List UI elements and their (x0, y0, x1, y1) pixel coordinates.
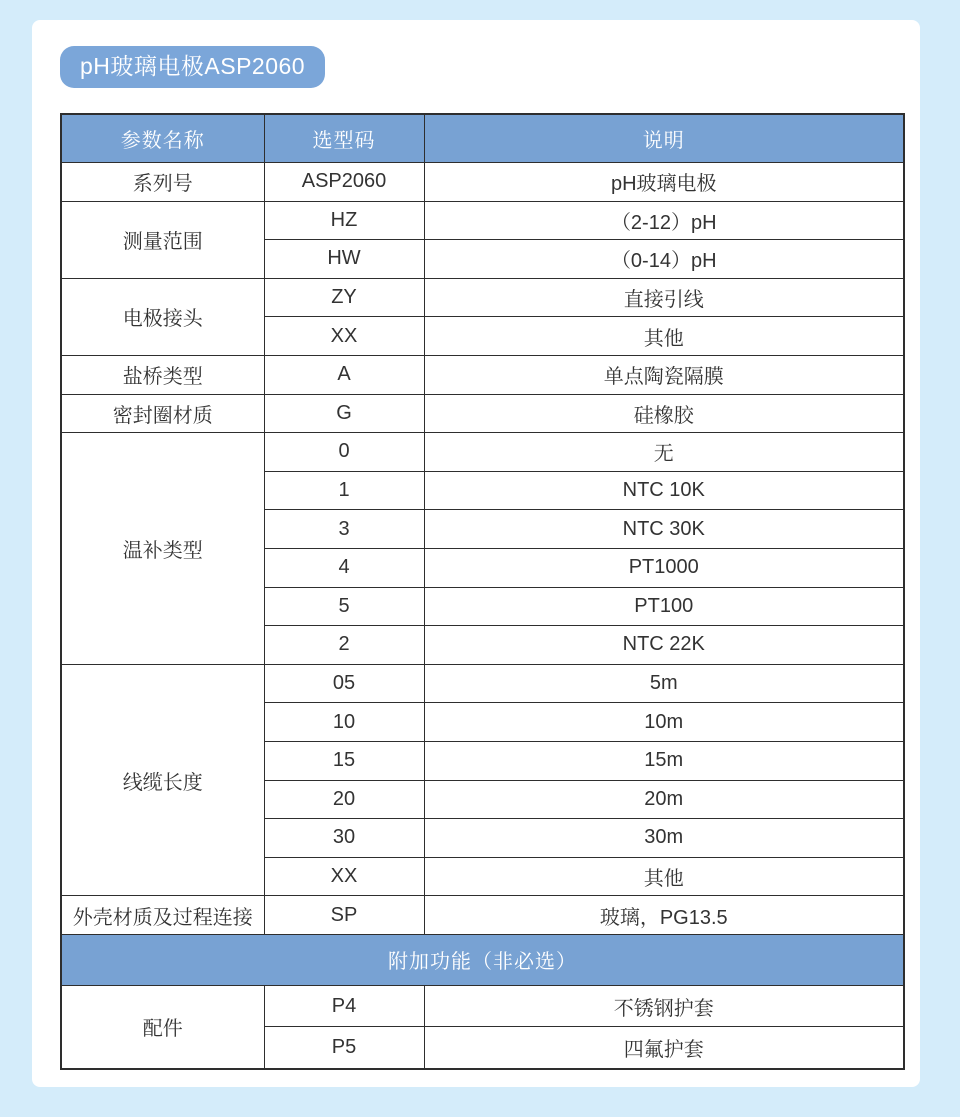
code-cell: 4 (264, 548, 424, 587)
table-row (61, 278, 904, 317)
product-title-badge (60, 46, 325, 88)
content-card (32, 20, 920, 1087)
code-cell: 20 (264, 780, 424, 819)
desc-cell: 30m (424, 819, 904, 858)
param-cell: 线缆长度 (61, 664, 264, 896)
col-header-code: 选型码 (264, 114, 424, 163)
desc-cell: 10m (424, 703, 904, 742)
table-row (61, 664, 904, 703)
desc-cell: 玻璃，PG13.5 (424, 896, 904, 935)
code-cell: ASP2060 (264, 163, 424, 202)
desc-cell: 其他 (424, 857, 904, 896)
code-cell: 0 (264, 433, 424, 472)
table-row (61, 201, 904, 240)
table-row (61, 163, 904, 202)
desc-cell: 单点陶瓷隔膜 (424, 355, 904, 394)
code-cell: ZY (264, 278, 424, 317)
param-cell: 密封圈材质 (61, 394, 264, 433)
desc-cell: 其他 (424, 317, 904, 356)
col-header-param: 参数名称 (61, 114, 264, 163)
desc-cell: 5m (424, 664, 904, 703)
col-header-desc: 说明 (424, 114, 904, 163)
table-row (61, 433, 904, 472)
table-row (61, 355, 904, 394)
code-cell: P4 (264, 985, 424, 1027)
desc-cell: NTC 22K (424, 626, 904, 665)
code-cell: XX (264, 317, 424, 356)
desc-cell: 15m (424, 741, 904, 780)
section-header-label: 附加功能（非必选） (61, 934, 904, 985)
code-cell: G (264, 394, 424, 433)
code-cell: 10 (264, 703, 424, 742)
param-cell: 电极接头 (61, 278, 264, 355)
param-cell: 外壳材质及过程连接 (61, 896, 264, 935)
code-cell: 30 (264, 819, 424, 858)
param-cell: 系列号 (61, 163, 264, 202)
desc-cell: （2-12）pH (424, 201, 904, 240)
code-cell: XX (264, 857, 424, 896)
code-cell: 15 (264, 741, 424, 780)
desc-cell: 20m (424, 780, 904, 819)
desc-cell: 不锈钢护套 (424, 985, 904, 1027)
code-cell: 1 (264, 471, 424, 510)
product-title: pH玻璃电极ASP2060 (80, 53, 306, 79)
table-row (61, 394, 904, 433)
desc-cell: NTC 30K (424, 510, 904, 549)
param-cell: 配件 (61, 985, 264, 1069)
selection-spec-table (60, 113, 905, 1070)
desc-cell: pH玻璃电极 (424, 163, 904, 202)
param-cell: 温补类型 (61, 433, 264, 665)
param-cell: 测量范围 (61, 201, 264, 278)
code-cell: P5 (264, 1027, 424, 1069)
desc-cell: （0-14）pH (424, 240, 904, 279)
code-cell: 2 (264, 626, 424, 665)
desc-cell: 无 (424, 433, 904, 472)
code-cell: HW (264, 240, 424, 279)
code-cell: 3 (264, 510, 424, 549)
table-row (61, 896, 904, 935)
desc-cell: 四氟护套 (424, 1027, 904, 1069)
code-cell: HZ (264, 201, 424, 240)
table-header-row (61, 114, 904, 163)
table-row (61, 985, 904, 1027)
code-cell: SP (264, 896, 424, 935)
section-header-row (61, 934, 904, 985)
code-cell: A (264, 355, 424, 394)
code-cell: 05 (264, 664, 424, 703)
desc-cell: 硅橡胶 (424, 394, 904, 433)
code-cell: 5 (264, 587, 424, 626)
desc-cell: NTC 10K (424, 471, 904, 510)
desc-cell: 直接引线 (424, 278, 904, 317)
desc-cell: PT100 (424, 587, 904, 626)
desc-cell: PT1000 (424, 548, 904, 587)
param-cell: 盐桥类型 (61, 355, 264, 394)
